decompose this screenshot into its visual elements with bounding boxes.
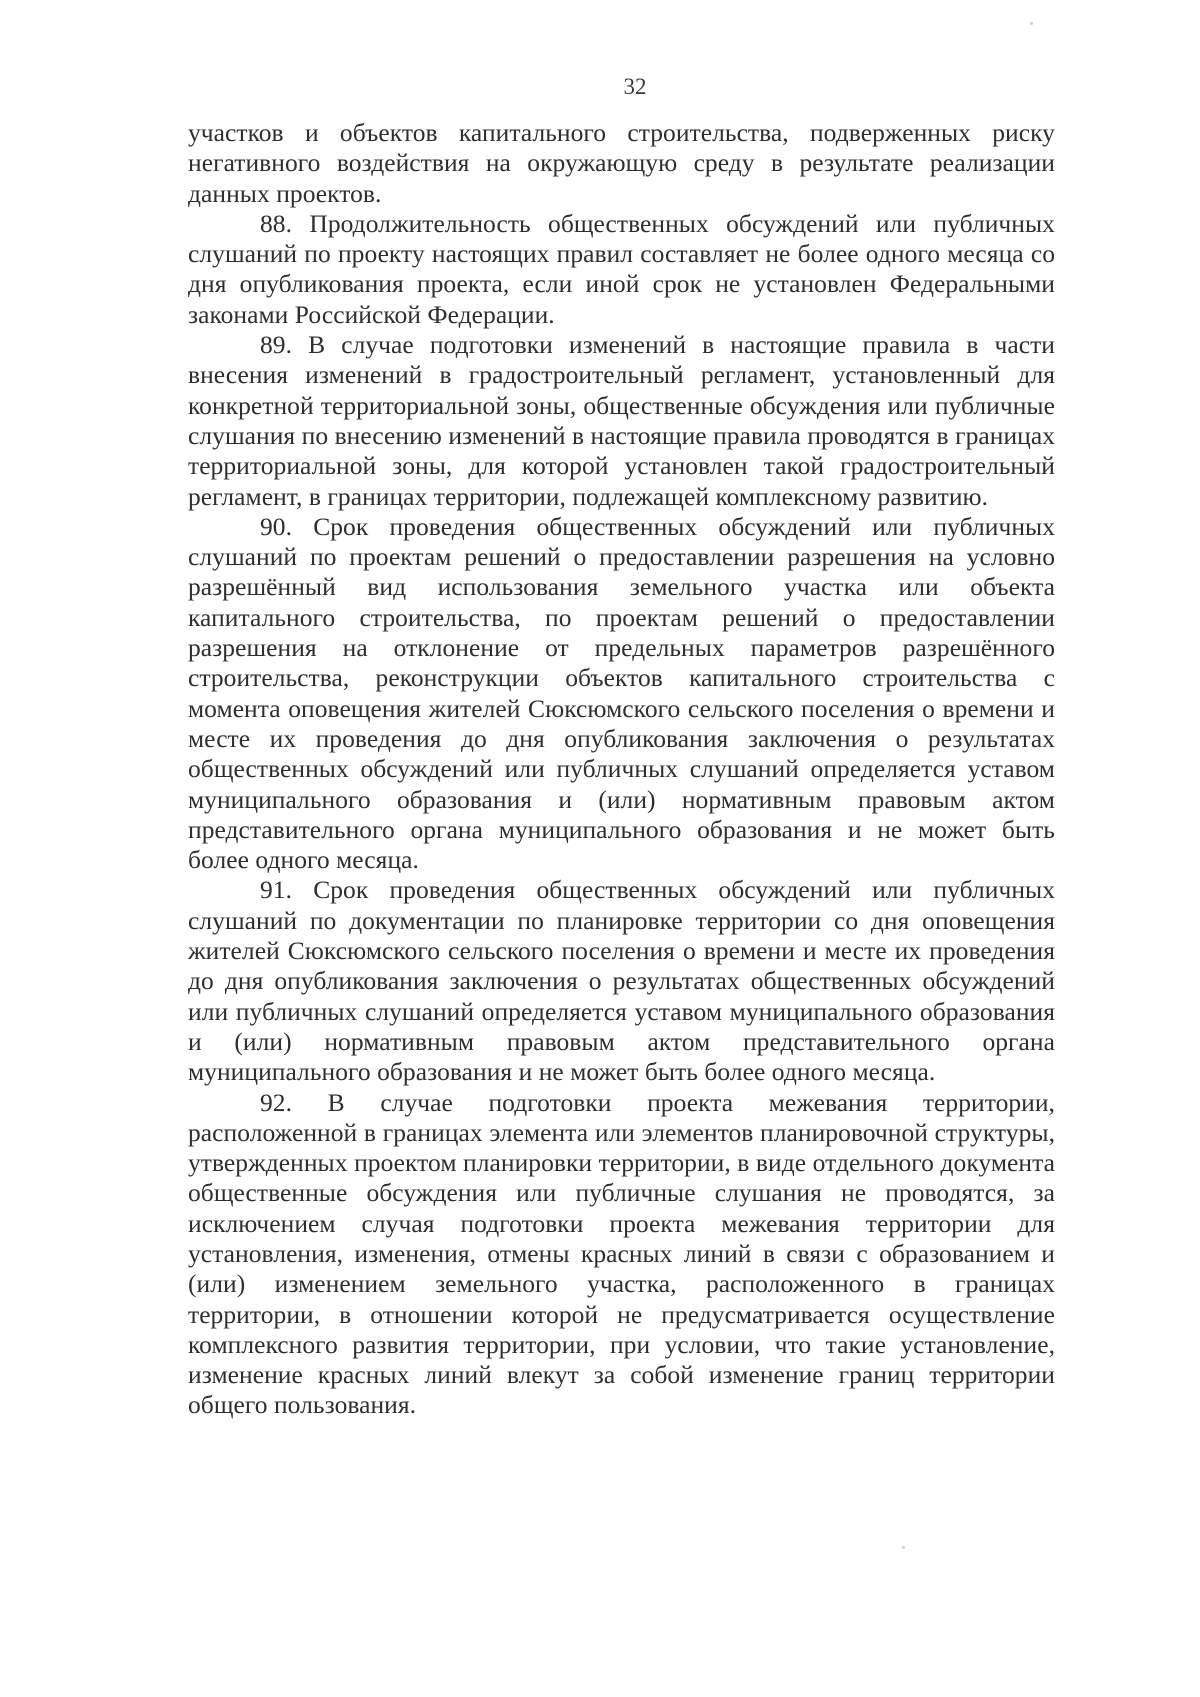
page-number: 32 [623, 74, 647, 99]
paragraph-item-92: 92. В случае подготовки проекта межевания территории, расположенной в границах элемента или элементов планировочной структуры, утвержденных проектом планировки территории, в виде отдельного документа общественные обсуждения или публичные слушания не проводятся, за исключением случая подготовки проекта межевания территории для установления, изменения, отмены красных линий в связи с образованием и (или) изменением земельного участка, расположенного в границах территории, в отношении которой не предусматривается осуществление комплексного развития территории, при условии, что такие установление, изменение красных линий влекут за собой изменение границ территории общего пользования. [188, 1087, 1055, 1420]
document-body [188, 118, 1055, 1421]
paragraph-item-89: 89. В случае подготовки изменений в настоящие правила в части внесения изменений в градостроительный регламент, установленный для конкретной территориальной зоны, общественные обсуждения или публичные слушания по внесению изменений в настоящие правила проводятся в границах территориальной зоны, для которой установлен такой градостроительный регламент, в границах территории, подлежащей комплексному развитию. [188, 330, 1055, 511]
paragraph-item-88: 88. Продолжительность общественных обсуждений или публичных слушаний по проекту настоящих правил составляет не более одного месяца со дня опубликования проекта, если иной срок не установлен Федеральными законами Российской Федерации. [188, 208, 1055, 329]
scan-speck [902, 1546, 905, 1549]
paragraph-item-91: 91. Срок проведения общественных обсуждений или публичных слушаний по документации по планировке территории со дня оповещения жителей Сюксюмского сельского поселения о времени и месте их проведения до дня опубликования заключения о результатах общественных обсуждений или публичных слушаний определяется уставом муниципального образования и (или) нормативным правовым актом представительного органа муниципального образования и не может быть более одного месяца. [188, 875, 1055, 1087]
scan-speck [1030, 22, 1033, 25]
paragraph-item-90: 90. Срок проведения общественных обсуждений или публичных слушаний по проектам решений о предоставлении разрешения на условно разрешённый вид использования земельного участка или объекта капитального строительства, по проектам решений о предоставлении разрешения на отклонение от предельных параметров разрешённого строительства, реконструкции объектов капитального строительства с момента оповещения жителей Сюксюмского сельского поселения о времени и месте их проведения до дня опубликования заключения о результатах общественных обсуждений или публичных слушаний определяется уставом муниципального образования и (или) нормативным правовым актом представительного органа муниципального образования и не может быть более одного месяца. [188, 511, 1055, 875]
paragraph-continuation: участков и объектов капитального строительства, подверженных риску негативного воздействия на окружающую среду в результате реализации данных проектов. [188, 118, 1055, 208]
